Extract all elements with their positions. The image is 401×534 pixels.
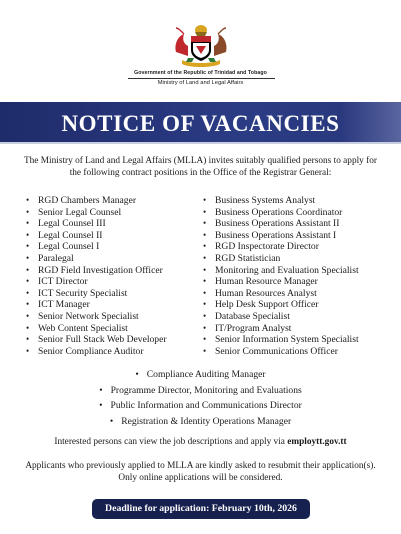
position-label: Senior Full Stack Web Developer xyxy=(38,334,167,346)
position-item xyxy=(203,299,393,311)
positions-left-list xyxy=(26,195,206,357)
position-item xyxy=(26,323,206,335)
position-item xyxy=(203,195,393,207)
position-label: Human Resources Analyst xyxy=(215,287,317,299)
bullet-icon: • xyxy=(109,415,114,427)
position-label: RGD Inspectorate Director xyxy=(215,241,319,253)
position-label: Business Systems Analyst xyxy=(215,195,316,206)
positions-right-list xyxy=(203,195,393,357)
position-item xyxy=(203,265,393,277)
header xyxy=(0,0,401,102)
position-item xyxy=(203,207,393,219)
intro-paragraph: The Ministry of Land and Legal Affairs (MLLA) invites suitably qualified persons to apply for the following contract positions in the Office of the Registrar General: xyxy=(23,156,378,178)
position-item xyxy=(26,230,206,242)
position-item xyxy=(26,241,206,253)
bullet-icon: • xyxy=(99,400,103,411)
position-label: Business Operations Assistant II xyxy=(215,218,340,230)
position-item xyxy=(26,195,206,207)
position-label: ICT Manager xyxy=(38,299,90,311)
position-item xyxy=(26,288,206,300)
position-item xyxy=(203,346,393,358)
header-rule xyxy=(128,78,275,79)
position-label: ICT Security Specialist xyxy=(38,287,128,299)
position-item xyxy=(26,299,206,311)
position-item xyxy=(26,218,206,230)
position-item xyxy=(203,218,393,230)
government-line: Government of the Republic of Trinidad and Tobago xyxy=(134,70,267,76)
position-label: ICT Director xyxy=(38,276,88,288)
position-item xyxy=(203,323,393,335)
position-label: Senior Compliance Auditor xyxy=(38,345,144,357)
position-label: Legal Counsel III xyxy=(38,218,106,230)
position-item xyxy=(203,334,393,346)
position-label: Senior Legal Counsel xyxy=(38,206,122,218)
position-label: Human Resource Manager xyxy=(215,276,318,288)
position-label: Monitoring and Evaluation Specialist xyxy=(215,264,359,276)
position-item xyxy=(0,398,401,414)
deadline-badge: Deadline for application: February 10th, 2026 xyxy=(92,499,310,519)
position-label: Legal Counsel II xyxy=(38,229,103,241)
position-label: Paralegal xyxy=(38,252,74,264)
position-label: Help Desk Support Officer xyxy=(215,299,319,311)
position-item xyxy=(26,346,206,358)
position-label: RGD Field Investigation Officer xyxy=(38,264,163,276)
position-item xyxy=(203,288,393,300)
position-label: Database Specialist xyxy=(215,310,290,322)
bullet-icon: • xyxy=(135,369,139,380)
position-label: Business Operations Coordinator xyxy=(215,206,343,218)
position-item xyxy=(203,311,393,323)
position-label: IT/Program Analyst xyxy=(215,322,292,334)
ministry-line: Ministry of Land and Legal Affairs xyxy=(157,80,244,86)
position-item xyxy=(0,367,401,383)
position-item xyxy=(0,383,401,399)
position-label: RGD Statistician xyxy=(215,252,281,264)
position-label: Compliance Auditing Manager xyxy=(146,369,266,380)
applicants-note-line1: Applicants who previously applied to MLLA are kindly asked to resubmit their application(s). xyxy=(25,461,376,471)
position-label: Legal Counsel I xyxy=(38,241,100,253)
position-item xyxy=(26,276,206,288)
position-label: Programme Director, Monitoring and Evaluations xyxy=(110,384,302,396)
position-label: Senior Information System Specialist xyxy=(215,334,359,346)
position-item xyxy=(26,311,206,323)
employtt-link[interactable]: employtt.gov.tt xyxy=(287,437,347,447)
position-label: Public Information and Communications Director xyxy=(110,400,302,411)
applicants-note xyxy=(10,461,391,484)
position-item xyxy=(26,253,206,265)
position-item xyxy=(26,265,206,277)
position-item xyxy=(26,207,206,219)
position-label: Senior Communications Officer xyxy=(215,345,338,357)
position-label: Web Content Specialist xyxy=(38,322,128,334)
position-label: RGD Chambers Manager xyxy=(38,195,137,206)
position-label: Registration & Identity Operations Manager xyxy=(121,415,292,427)
position-item xyxy=(0,414,401,430)
interested-line xyxy=(0,437,401,447)
position-item xyxy=(203,241,393,253)
page-title: NOTICE OF VACANCIES xyxy=(61,111,340,136)
position-item xyxy=(26,334,206,346)
interested-text: Interested persons can view the job descriptions and apply via xyxy=(54,437,288,447)
coat-of-arms-icon xyxy=(170,22,232,68)
bullet-icon: • xyxy=(99,384,103,396)
position-item xyxy=(203,276,393,288)
position-label: Senior Network Specialist xyxy=(38,310,139,322)
position-label: Business Operations Assistant I xyxy=(215,229,337,241)
position-item xyxy=(203,253,393,265)
applicants-note-line2: Only online applications will be considered. xyxy=(118,472,283,483)
position-item xyxy=(203,230,393,242)
positions-center-list xyxy=(0,367,401,429)
